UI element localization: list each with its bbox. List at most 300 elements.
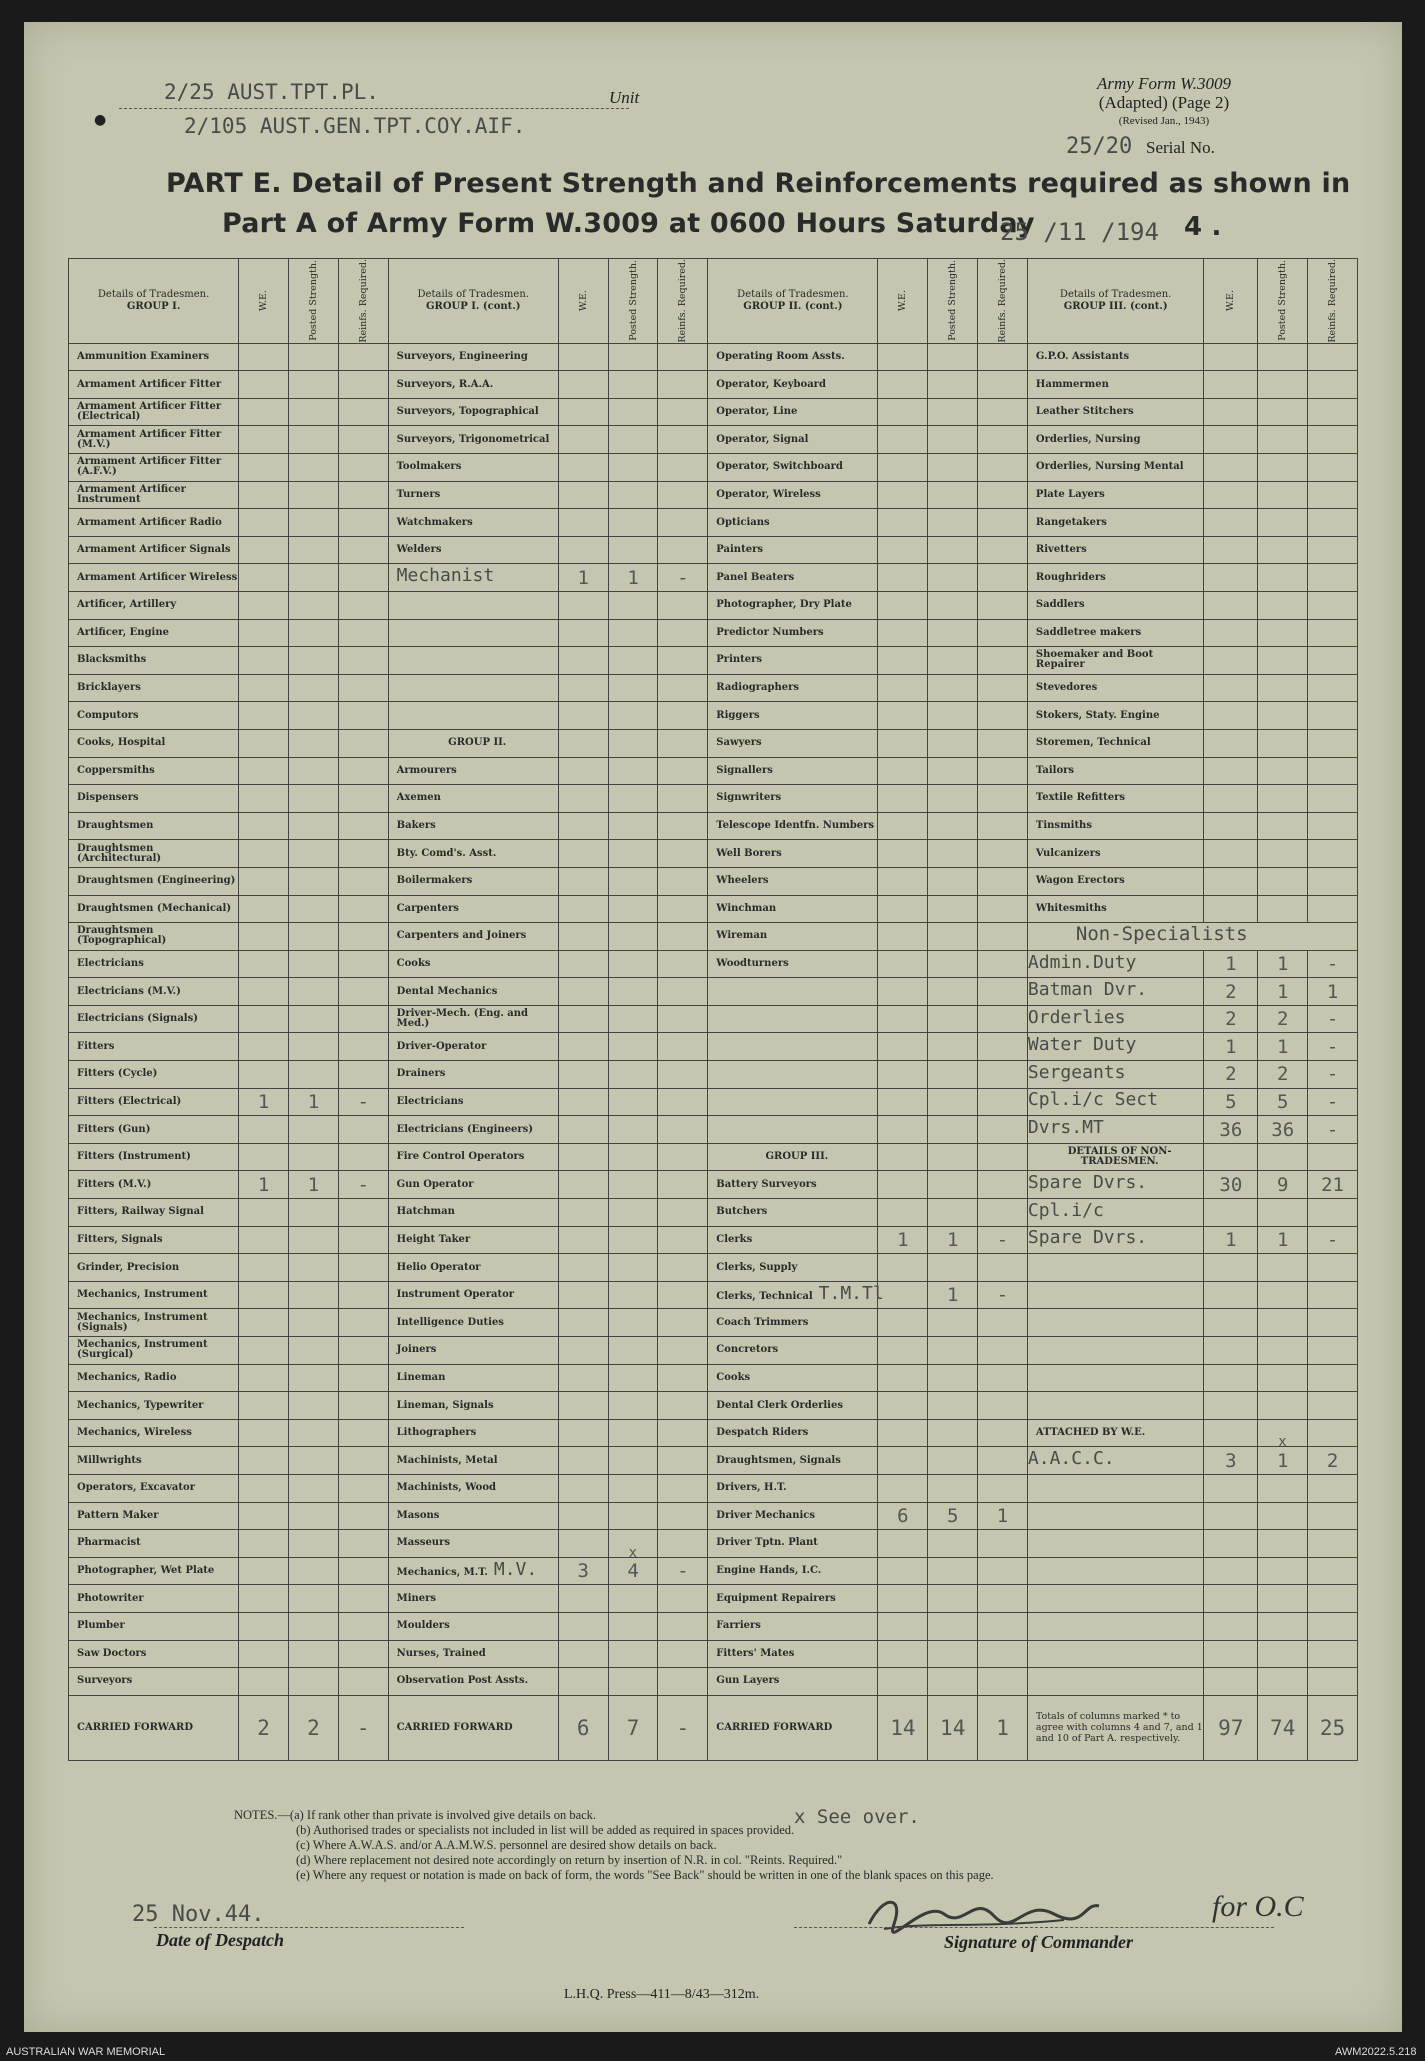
value-cell-rr [1308,702,1358,730]
trade-label: Electricians (Signals) [77,1013,198,1025]
row-label-cell [69,371,239,399]
value-cell-we [878,1364,928,1392]
value-cell-rr [338,509,388,537]
value-cell-rr [338,1309,388,1337]
value-cell-we [558,1143,608,1171]
carried-forward-ps [289,1695,339,1760]
trade-label: Axemen [396,792,441,804]
table-row [69,1226,1358,1254]
value-cell-rr [978,674,1028,702]
row-label-cell [69,1171,239,1199]
value-cell-ps [289,674,339,702]
header-group-name: GROUP III. (cont.) [1063,300,1168,312]
trade-label: Observation Post Assts. [396,1675,529,1687]
value-cell-ps [928,1281,978,1309]
header-col-we [1204,259,1258,344]
table-row [69,509,1358,537]
value-cell-we [558,1668,608,1696]
trade-label: Armament Artificer Fitter (M.V.) [77,428,222,450]
value-cell-rr [978,812,1028,840]
trade-label: Fitters [77,1040,115,1052]
trade-label: Telescope Identfn. Numbers [716,820,875,832]
value-cell-ps [608,1392,658,1420]
value-cell-we [558,1640,608,1668]
punch-hole-mark: ● [94,112,107,128]
value-cell-we [239,426,289,454]
trade-label: Joiners [396,1344,437,1356]
typed-value: - [677,566,689,589]
value-cell-rr [338,426,388,454]
value-cell-we [239,1612,289,1640]
row-label-cell [708,702,878,730]
row-label-cell [708,536,878,564]
carried-forward-label-cell [388,1695,558,1760]
value-cell-ps [608,1585,658,1613]
value-cell-we [558,1419,608,1447]
value-cell-we [1204,1226,1258,1254]
value-cell-ps [928,426,978,454]
row-label-cell [1027,398,1203,426]
trade-label: Drivers, H.T. [716,1482,787,1494]
value-cell-rr [978,1668,1028,1696]
trade-label: Driver Mechanics [716,1509,816,1521]
value-cell-ps [1258,1640,1308,1668]
table-row [69,1392,1358,1420]
table-row [69,1419,1358,1447]
value-cell-we [558,343,608,371]
value-cell-ps [608,398,658,426]
table-row [69,619,1358,647]
value-cell-rr [658,1281,708,1309]
carried-forward-row [69,1695,1358,1760]
value-cell-ps [289,1309,339,1337]
value-cell-rr [978,729,1028,757]
carried-forward-we [558,1695,608,1760]
row-label-cell [69,1226,239,1254]
value-cell-rr [658,1640,708,1668]
trade-label: Saw Doctors [77,1647,147,1659]
value-cell-we [878,1226,928,1254]
row-label-cell [708,1364,878,1392]
value-cell-ps [608,619,658,647]
value-cell-we [558,785,608,813]
value-cell-rr [978,1061,1028,1089]
value-cell-ps [928,1364,978,1392]
value-cell-rr [338,895,388,923]
value-cell-ps [289,1116,339,1144]
value-cell-we [1204,1392,1258,1420]
row-label-cell [69,509,239,537]
row-label-cell [388,1419,558,1447]
value-cell-rr [338,1143,388,1171]
row-label-cell [708,564,878,592]
value-cell-rr [338,1171,388,1199]
row-label-cell [388,1281,558,1309]
value-cell-ps [608,1640,658,1668]
value-cell-rr [658,454,708,482]
trade-label: Photographer, Dry Plate [716,599,852,611]
trade-label: Lineman [396,1371,446,1383]
row-label-cell [1027,1530,1203,1558]
row-label-cell [388,1530,558,1558]
table-row [69,1254,1358,1282]
typed-entry: Orderlies [1027,1006,1126,1028]
header-group-label [708,289,877,313]
row-label-cell [708,1281,884,1309]
value-cell-rr [978,1447,1028,1475]
table-row [69,647,1358,675]
value-cell-ps [289,1088,339,1116]
value-cell-ps [1258,812,1308,840]
trade-label: Boilermakers [396,875,473,887]
value-cell-rr [338,1474,388,1502]
value-cell-ps [608,1005,658,1033]
value-cell-rr [1308,1668,1358,1696]
value-cell-rr [978,1612,1028,1640]
value-cell-rr [658,1061,708,1089]
row-label-cell [1027,1447,1203,1475]
row-label-cell [1027,674,1203,702]
header-col-we [558,259,608,344]
value-cell-we [1204,950,1258,978]
value-cell-ps [289,647,339,675]
row-label-cell [708,1530,878,1558]
value-cell-rr [658,1392,708,1420]
value-cell-ps [928,1392,978,1420]
header-group-name: GROUP I. (cont.) [425,300,521,312]
value-cell-ps [928,867,978,895]
table-row [69,950,1358,978]
value-cell-ps [1258,1502,1308,1530]
value-cell-we [239,481,289,509]
typed-entry: Cpl.i/c Sect [1027,1089,1158,1111]
typed-value: - [996,1228,1009,1251]
value-cell-we [1204,1530,1258,1558]
trade-label: Rivetters [1035,544,1087,556]
row-label-cell [69,1364,239,1392]
row-label-cell [388,1143,558,1171]
row-label-cell [1027,1143,1203,1171]
value-cell-we [878,840,928,868]
value-cell-we [558,564,608,592]
trade-label: Coach Trimmers [716,1316,809,1328]
typed-value: 3 [1225,1449,1237,1472]
value-cell-ps [1258,757,1308,785]
header-col-label: W.E. [577,290,589,312]
table-row [69,1530,1358,1558]
value-cell-we [558,1447,608,1475]
trade-label: Stokers, Staty. Engine [1035,709,1160,721]
table-row [69,1668,1358,1696]
value-cell-we [878,702,928,730]
value-cell-rr [1308,1143,1358,1171]
value-cell-we [878,1474,928,1502]
value-cell-ps [608,1116,658,1144]
row-label-cell [388,1612,558,1640]
row-label-cell [69,1419,239,1447]
trade-label: Fitters (Cycle) [77,1068,158,1080]
value-cell-ps [1258,426,1308,454]
value-cell-we [239,1640,289,1668]
typed-value: 1 [1225,953,1237,975]
trade-label: Gun Operator [396,1178,474,1190]
trade-label: Wagon Erectors [1035,875,1125,887]
title-line-2: Part A of Army Form W.3009 at 0600 Hours Saturday [222,208,1035,239]
value-cell-rr [1308,867,1358,895]
value-cell-we [558,536,608,564]
row-label-cell [1027,1502,1203,1530]
value-cell-rr [978,426,1028,454]
trade-label: Roughriders [1035,571,1106,583]
value-cell-rr [658,1419,708,1447]
value-cell-ps [928,343,978,371]
trade-label: Signallers [716,764,773,776]
typed-value: - [357,1090,369,1113]
value-cell-ps [608,1254,658,1282]
row-label-cell [1027,867,1203,895]
table-row [69,343,1358,371]
value-cell-we [239,1447,289,1475]
typed-value: 4 [627,1560,639,1583]
trade-label: Farriers [716,1620,761,1632]
value-cell-we [878,1557,928,1585]
value-cell-ps [1258,1033,1308,1061]
value-cell-ps [608,371,658,399]
header-col-label: Posted Strength. [1277,260,1289,342]
value-cell-rr [978,536,1028,564]
row-label-cell [69,1612,239,1640]
value-cell-rr [338,1281,388,1309]
value-cell-ps [1258,1364,1308,1392]
value-cell-rr [978,481,1028,509]
value-cell-ps [928,729,978,757]
trade-label: Operators, Excavator [77,1482,195,1494]
value-cell-we [239,895,289,923]
row-label-cell [388,812,558,840]
typed-value: 21 [1321,1173,1344,1196]
trade-label: Mechanics, Wireless [77,1427,192,1439]
value-cell-we [1204,1447,1258,1475]
correction-mark: x [1278,1434,1287,1451]
value-cell-ps [928,1419,978,1447]
value-cell-rr [338,1199,388,1227]
value-cell-ps [928,1474,978,1502]
header-col-posted [289,259,339,344]
row-label-cell [708,1254,878,1282]
carried-forward-label-cell [1027,1695,1203,1760]
row-label-cell [1027,1171,1203,1199]
value-cell-rr [1308,812,1358,840]
trade-label: Plumber [77,1620,125,1632]
value-cell-we [878,619,928,647]
value-cell-ps [928,1254,978,1282]
value-cell-we [558,1502,608,1530]
trade-label: Dispensers [77,792,139,804]
table-row [69,1612,1358,1640]
table-row [69,1143,1358,1171]
value-cell-we [558,1364,608,1392]
carried-forward-label-cell [69,1695,239,1760]
typed-value: 1 [307,1090,320,1113]
value-cell-ps [928,1668,978,1696]
value-cell-we [878,1033,928,1061]
value-cell-ps [928,1502,978,1530]
value-cell-rr [978,1557,1028,1585]
carried-forward-value: 6 [576,1715,590,1740]
carried-forward-value: 1 [996,1715,1009,1740]
row-label-cell [69,536,239,564]
value-cell-ps [928,950,978,978]
row-label-cell [69,1502,239,1530]
row-label-cell [708,1668,878,1696]
value-cell-rr [658,840,708,868]
row-label-cell [388,1668,558,1696]
row-label-cell [708,923,878,951]
value-cell-rr [658,1171,708,1199]
trade-label: Draughtsmen [77,820,154,832]
value-cell-we [1204,343,1258,371]
value-cell-ps [289,398,339,426]
value-cell-ps [1258,1612,1308,1640]
value-cell-rr [1308,1392,1358,1420]
row-label-cell [1027,371,1203,399]
value-cell-rr [1308,426,1358,454]
value-cell-rr [338,1447,388,1475]
value-cell-rr [1308,1254,1358,1282]
trade-label: Nurses, Trained [396,1647,486,1659]
value-cell-rr [338,1530,388,1558]
trade-label: Despatch Riders [716,1427,809,1439]
value-cell-ps [928,1530,978,1558]
value-cell-we [1204,371,1258,399]
trade-label: Equipment Repairers [716,1592,836,1604]
row-label-cell [69,702,239,730]
value-cell-we [1204,978,1258,1006]
header-group-cell [708,259,878,344]
value-cell-rr [338,840,388,868]
header-group-name: GROUP II. (cont.) [743,300,843,312]
trade-label: Helio Operator [396,1261,481,1273]
value-cell-ps [1258,729,1308,757]
row-label-cell [708,1005,878,1033]
value-cell-ps [928,840,978,868]
trade-label: Battery Surveyors [716,1178,817,1190]
trade-label: Electricians [396,1095,464,1107]
value-cell-we [1204,1612,1258,1640]
table-row [69,1116,1358,1144]
value-cell-we [1204,895,1258,923]
value-cell-rr [658,757,708,785]
value-cell-rr [978,895,1028,923]
value-cell-rr [1308,1474,1358,1502]
trade-label: Mechanics, Instrument (Signals) [77,1311,208,1333]
value-cell-ps [289,1171,339,1199]
value-cell-rr [338,343,388,371]
trade-label: Wheelers [716,875,769,887]
value-cell-ps [608,647,658,675]
value-cell-we [558,1171,608,1199]
title-date-typed: 25 /11 /194 [1000,218,1159,246]
value-cell-ps [289,1557,339,1585]
row-label-cell [708,454,878,482]
value-cell-ps [1258,481,1308,509]
carried-forward-value: 74 [1270,1715,1296,1740]
typed-value: - [996,1284,1009,1307]
row-label-cell [69,1474,239,1502]
row-label-cell [388,1005,558,1033]
typed-value: 1 [1276,953,1289,975]
typed-value: 1 [257,1173,270,1196]
typed-value: 2 [1225,1063,1237,1086]
row-label-cell [708,371,878,399]
value-cell-we [558,1530,608,1558]
value-cell-ps [608,1281,658,1309]
value-cell-we [558,647,608,675]
value-cell-we [239,785,289,813]
value-cell-ps [928,923,978,951]
header-col-label: W.E. [1225,290,1237,312]
trade-label: Miners [396,1592,437,1604]
trade-label: Toolmakers [396,461,462,473]
value-cell-rr [978,509,1028,537]
value-cell-we [878,895,928,923]
carried-forward-we [239,1695,289,1760]
value-cell-we [1204,757,1258,785]
value-cell-we [1204,1337,1258,1365]
table-row [69,481,1358,509]
value-cell-rr [658,509,708,537]
trade-label: Armament Artificer Instrument [77,483,186,505]
row-label-cell [388,591,558,619]
value-cell-we [239,867,289,895]
row-label-cell [388,1309,558,1337]
value-cell-ps [289,1585,339,1613]
header-group-name: GROUP I. [126,300,181,312]
value-cell-rr [978,1419,1028,1447]
value-cell-we [239,398,289,426]
trade-label: Instrument Operator [396,1289,515,1301]
carried-forward-we [878,1695,928,1760]
value-cell-we [239,950,289,978]
value-cell-ps [289,1143,339,1171]
row-label-cell [69,1392,239,1420]
signature-label: Signature of Commander [944,1932,1134,1952]
header-col-label: W.E. [897,290,909,312]
row-label-cell [1027,1226,1203,1254]
value-cell-we [1204,591,1258,619]
value-cell-rr [1308,647,1358,675]
header-col-we [239,259,289,344]
value-cell-ps [608,1668,658,1696]
trade-label: Fitters (Instrument) [77,1151,191,1163]
row-label-cell [388,674,558,702]
note-a: NOTES.—(a) If rank other than private is involved give details on back. [234,1808,597,1822]
row-label-cell [708,1612,878,1640]
value-cell-ps [289,371,339,399]
row-label-cell [708,481,878,509]
trade-label: Operator, Line [716,406,798,418]
value-cell-rr [978,702,1028,730]
value-cell-rr [338,1392,388,1420]
row-label-cell [388,1557,558,1585]
row-label-cell [1027,1419,1203,1447]
header-group-label [69,289,238,313]
value-cell-we [878,1392,928,1420]
value-cell-we [558,1309,608,1337]
value-cell-ps [928,481,978,509]
value-cell-ps [608,867,658,895]
value-cell-ps [289,509,339,537]
